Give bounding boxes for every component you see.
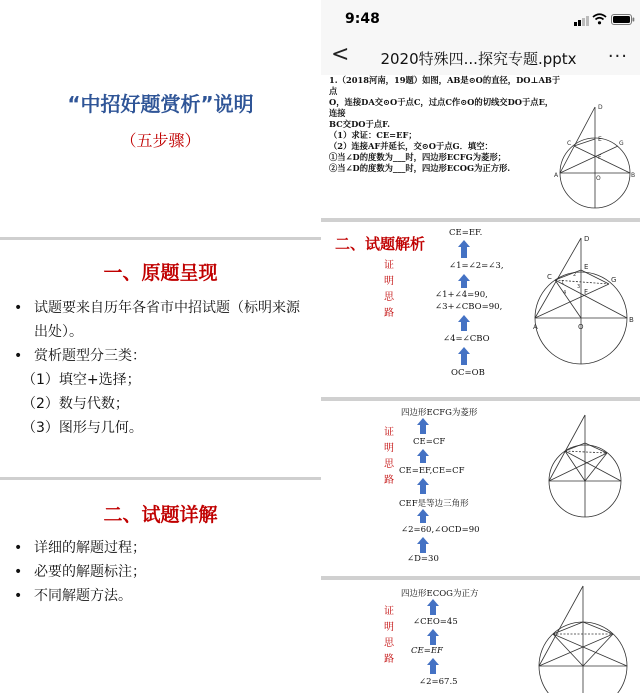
problem-text <box>329 75 561 174</box>
slide-2[interactable] <box>0 240 321 477</box>
up-arrow-icon <box>417 478 429 494</box>
point-label: E <box>584 263 589 271</box>
back-button[interactable]: < <box>331 42 350 67</box>
up-arrow-icon <box>417 418 429 434</box>
problem-line: BC交DO于点F. <box>329 119 391 129</box>
up-arrow-icon <box>427 658 439 674</box>
point-label: F <box>598 154 602 161</box>
angle-label: 3 <box>577 284 581 290</box>
point-label: B <box>631 172 636 179</box>
problem-line: ②当∠D的度数为___时，四边形ECOG为正方形. <box>329 163 511 173</box>
angle-label: 4 <box>563 290 567 296</box>
slide-title: “中招好题赏析”说明 <box>67 92 254 116</box>
proof-step: 四边形ECFG为菱形 <box>401 408 478 418</box>
clock: 9:48 <box>345 11 380 27</box>
problem-line: ①当∠D的度数为___时，四边形ECFG为菱形； <box>329 152 506 162</box>
geometry-figure <box>531 582 637 693</box>
up-arrow-icon <box>427 599 439 615</box>
list-item: （1）填空+选择； <box>22 372 141 388</box>
proof-step: CE=EF. <box>449 228 483 238</box>
proof-step: ∠D=30 <box>407 554 439 564</box>
slide-rhombus[interactable] <box>321 401 640 576</box>
bullet-item: • 详细的解题过程； <box>12 536 309 560</box>
proof-step: ∠2=60,∠OCD=90 <box>401 525 480 535</box>
bullet-continuation: 出处）。 <box>34 324 83 340</box>
proof-step: CE=EF <box>411 646 443 656</box>
phone-viewer <box>321 0 640 693</box>
more-options-button[interactable]: ··· <box>607 46 628 67</box>
bullet-item: • 试题要来自历年各省市中招试题（标明来源 <box>12 296 309 320</box>
up-arrow-icon <box>427 629 439 645</box>
proof-step: CE=CF <box>413 437 446 447</box>
point-label: F <box>584 288 589 296</box>
point-label: A <box>533 323 538 331</box>
angle-label: 2 <box>573 272 577 278</box>
status-bar <box>321 0 640 40</box>
problem-line: （1）求证：CE=EF； <box>329 130 417 140</box>
slide-subtitle: （五步骤） <box>120 131 201 150</box>
up-arrow-icon <box>458 347 470 365</box>
section-heading: 二、试题解析 <box>335 235 426 253</box>
battery-icon <box>611 14 635 25</box>
slide-1[interactable] <box>0 0 321 237</box>
point-label: G <box>611 276 617 284</box>
proof-step: CEF是等边三角形 <box>399 499 469 509</box>
bullet-item: • 不同解题方法。 <box>12 584 309 608</box>
proof-step: ∠1+∠4=90, <box>435 290 488 300</box>
proof-step: 四边形ECOG为正方 <box>401 589 479 599</box>
slide-square[interactable] <box>321 580 640 693</box>
slide-analysis[interactable] <box>321 222 640 397</box>
point-label: E <box>598 136 602 143</box>
geometry-figure <box>541 411 637 531</box>
point-label: A <box>554 172 559 179</box>
up-arrow-icon <box>458 240 470 258</box>
proof-step: ∠1=∠2=∠3, <box>449 261 504 271</box>
point-label: C <box>547 273 552 281</box>
slide-body <box>12 296 309 440</box>
problem-line: （2）连接AF并延长，交⊙O于点G．填空： <box>329 141 493 151</box>
proof-step: ∠3+∠CBO=90, <box>435 302 503 312</box>
point-label: D <box>584 235 590 243</box>
up-arrow-icon <box>458 274 470 288</box>
wifi-icon <box>592 13 607 25</box>
bullet-item: • 必要的解题标注； <box>12 560 309 584</box>
geometry-figure <box>552 101 638 216</box>
point-label: B <box>629 316 634 324</box>
slide-heading: 一、原题呈现 <box>103 262 218 284</box>
point-label: O <box>596 175 601 182</box>
slide-3[interactable] <box>0 480 321 693</box>
geometry-figure <box>533 232 639 392</box>
nav-bar <box>321 40 640 75</box>
proof-step: ∠2=67.5 <box>419 677 458 687</box>
proof-step: ∠CEO=45 <box>413 617 458 627</box>
slide-problem[interactable] <box>321 75 640 218</box>
bullet-item: • 赏析题型分三类： <box>12 344 309 368</box>
list-item: （2）数与代数； <box>22 396 129 412</box>
point-label: G <box>619 140 624 147</box>
problem-line: 1.（2018河南，19题）如图，AB是⊙O的直径，DO⊥AB于点 <box>329 75 561 96</box>
angle-label: 1 <box>561 280 565 286</box>
vertical-label: 证 明 思 路 <box>384 606 394 665</box>
vertical-label: 证 明 思 路 <box>384 260 394 319</box>
document-title: 2020特殊四...探究专题.pptx <box>380 50 577 68</box>
list-item: （3）图形与几何。 <box>22 420 143 436</box>
slide-heading: 二、试题详解 <box>103 504 218 526</box>
up-arrow-icon <box>417 537 429 553</box>
up-arrow-icon <box>417 509 429 523</box>
vertical-label: 证 明 思 路 <box>384 427 394 486</box>
point-label: O <box>578 323 584 331</box>
up-arrow-icon <box>417 449 429 463</box>
up-arrow-icon <box>458 315 470 331</box>
point-label: C <box>567 140 572 147</box>
problem-line: O，连接DA交⊙O于点C，过点C作⊙O的切线交DO于点E，连接 <box>329 97 554 118</box>
slide-body <box>12 536 309 608</box>
point-label: D <box>598 104 603 111</box>
proof-step: CE=EF,CE=CF <box>399 466 465 476</box>
proof-step: OC=OB <box>451 368 485 378</box>
proof-step: ∠4=∠CBO <box>443 334 490 344</box>
